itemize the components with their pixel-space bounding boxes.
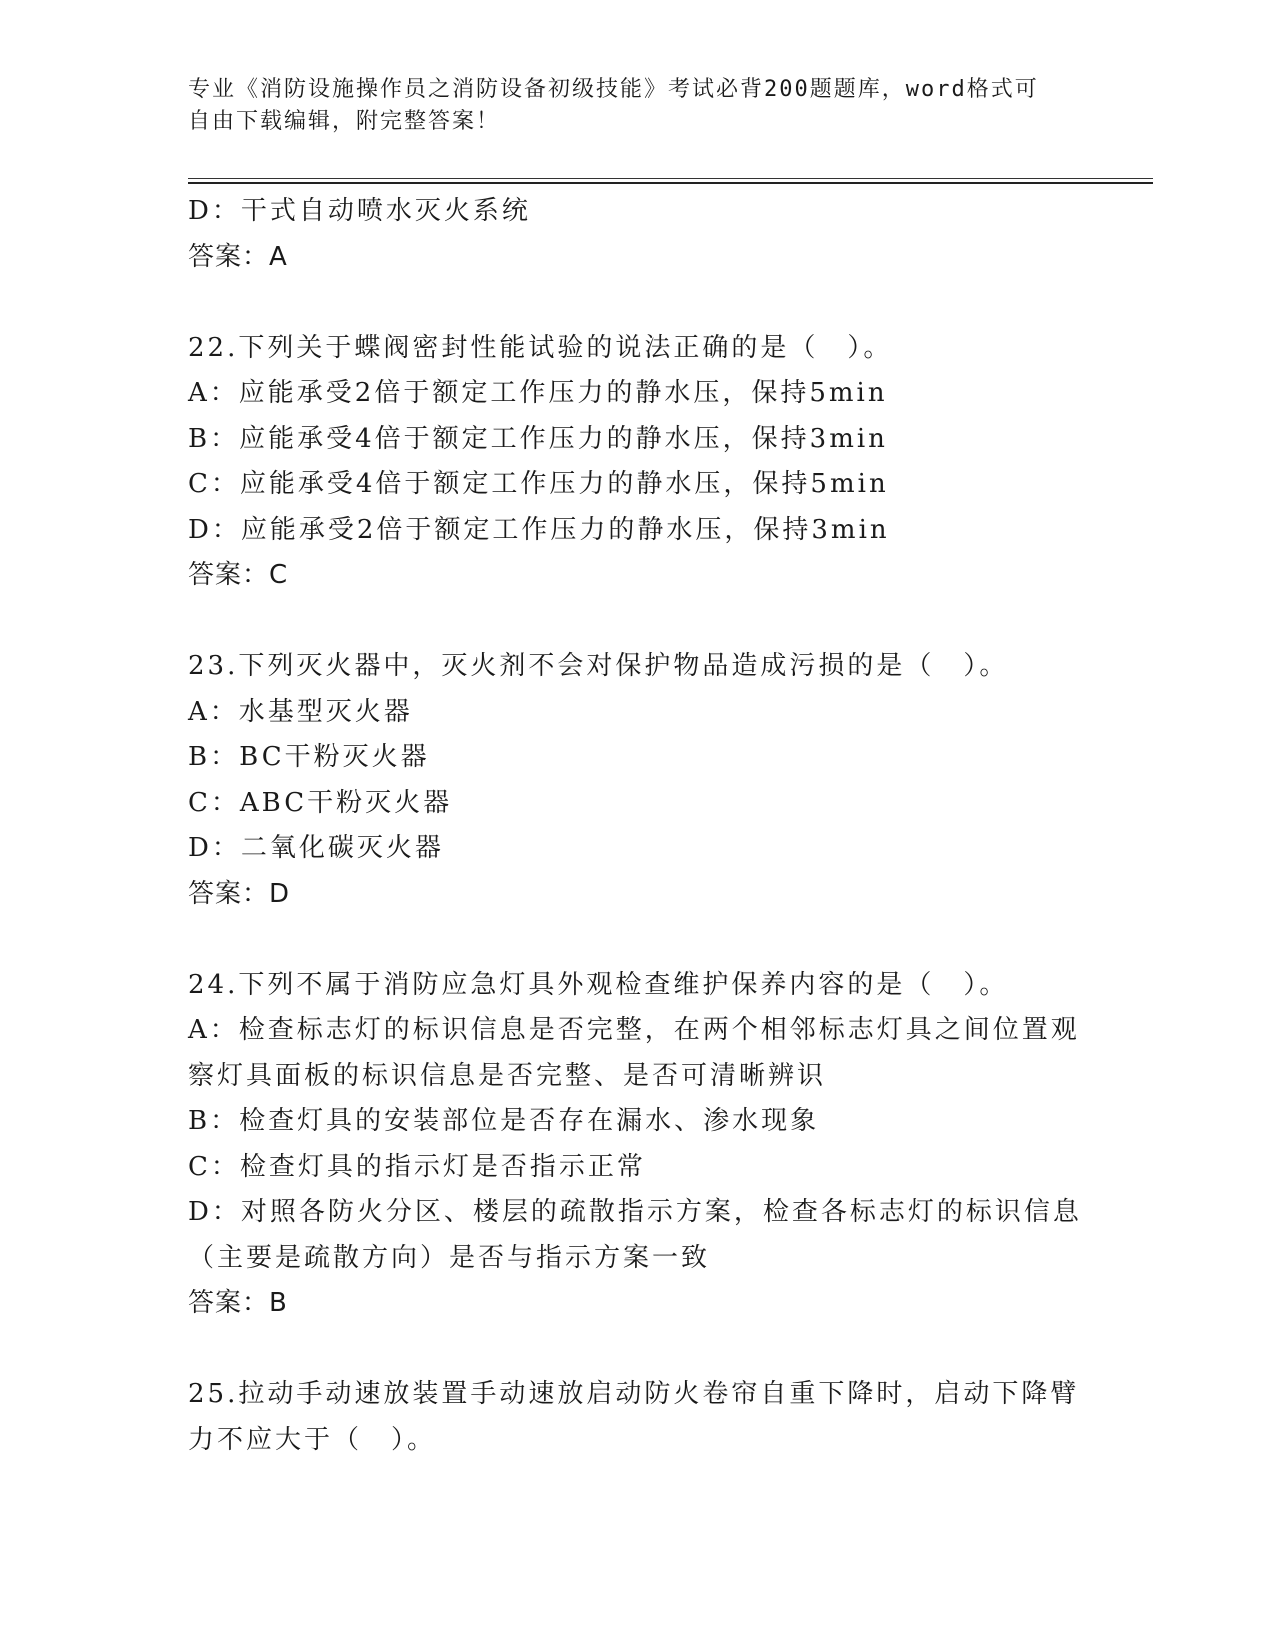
question-stem-line-1: 25.拉动手动速放装置手动速放启动防火卷帘自重下降时，启动下降臂 — [188, 1379, 1080, 1409]
question-25 — [188, 1372, 1088, 1463]
option-a: A：水基型灭火器 — [188, 696, 413, 727]
header-line-1: 专业《消防设施操作员之消防设备初级技能》考试必背200题题库，word格式可 — [188, 77, 1039, 102]
question-21-tail — [188, 189, 1088, 280]
answer-label: 答案：C — [188, 560, 289, 590]
answer-label: 答案：A — [188, 241, 288, 272]
option-a-line-1: A：检查标志灯的标识信息是否完整，在两个相邻标志灯具之间位置观 — [188, 1015, 1080, 1045]
answer-label: 答案：D — [188, 878, 291, 909]
question-stem: 22.下列关于蝶阀密封性能试验的说法正确的是（ ）。 — [188, 332, 893, 363]
option-d-line-2: （主要是疏散方向）是否与指示方案一致 — [188, 1242, 711, 1273]
option-c: C：检查灯具的指示灯是否指示正常 — [188, 1151, 646, 1182]
header-divider-thin — [188, 178, 1153, 179]
option-d-line-1: D：对照各防火分区、楼层的疏散指示方案，检查各标志灯的标识信息 — [188, 1197, 1082, 1227]
question-list — [188, 189, 1088, 1463]
option-c: C：应能承受4倍于额定工作压力的静水压，保持5min — [188, 469, 889, 499]
option-a: A：应能承受2倍于额定工作压力的静水压，保持5min — [188, 378, 888, 408]
option-d: D：二氧化碳灭火器 — [188, 833, 444, 863]
option-a-line-2: 察灯具面板的标识信息是否完整、是否可清晰辨识 — [188, 1060, 827, 1091]
header-divider-thick — [188, 182, 1153, 184]
spacer — [188, 599, 1088, 645]
question-22 — [188, 326, 1088, 599]
option-d: D：应能承受2倍于额定工作压力的静水压，保持3min — [188, 514, 890, 545]
option-c: C：ABC干粉灭火器 — [188, 787, 453, 818]
spacer — [188, 1327, 1088, 1373]
question-23 — [188, 644, 1088, 917]
spacer — [188, 917, 1088, 963]
header-line-2: 自由下载编辑，附完整答案！ — [188, 109, 501, 134]
spacer — [188, 280, 1088, 326]
option-b: B：BC干粉灭火器 — [188, 742, 430, 772]
document-header — [188, 74, 1068, 138]
question-24 — [188, 963, 1088, 1327]
answer-label: 答案：B — [188, 1288, 288, 1318]
option-b: B：应能承受4倍于额定工作压力的静水压，保持3min — [188, 423, 888, 454]
question-stem-line-2: 力不应大于（ ）。 — [188, 1424, 437, 1455]
question-stem: 24.下列不属于消防应急灯具外观检查维护保养内容的是（ ）。 — [188, 969, 1009, 1000]
option-b: B：检查灯具的安装部位是否存在漏水、渗水现象 — [188, 1106, 820, 1136]
option-d: D：干式自动喷水灭火系统 — [188, 196, 531, 226]
question-stem: 23.下列灭火器中，灭火剂不会对保护物品造成污损的是（ ）。 — [188, 651, 1009, 681]
